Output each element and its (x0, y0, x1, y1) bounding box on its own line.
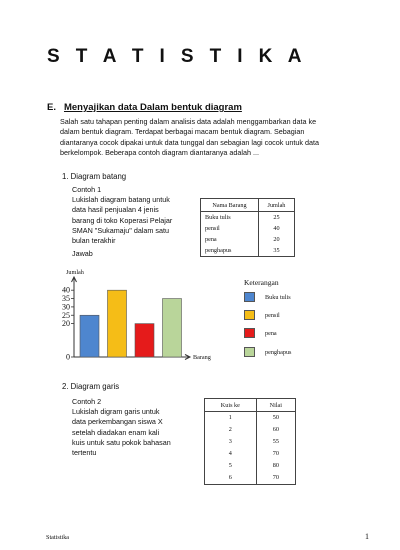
table-row (205, 460, 296, 472)
sales-table (200, 198, 295, 257)
legend-label: Buku tulis (265, 293, 291, 301)
legend-title: Keterangan (244, 278, 279, 287)
y-tick-label: 20 (62, 319, 70, 329)
legend-swatch (244, 292, 255, 302)
intro-line: diantaranya cocok dipakai untuk data tunggal dan sebagian lagi cocok untuk data (60, 137, 319, 147)
bar-pensil (108, 290, 127, 357)
example-line: data perkembangan siswa X (72, 417, 163, 427)
table-cell: 20 (273, 235, 280, 243)
legend-swatch (244, 310, 255, 320)
table-cell: 70 (272, 474, 279, 482)
example-title: Contoh 2 (72, 397, 102, 406)
legend-item (244, 292, 291, 302)
answer-label: Jawab (72, 249, 93, 259)
legend-item (244, 310, 280, 320)
example-line: setelah diadakan enam kali (72, 427, 160, 437)
table-cell: Buku tulis (201, 212, 259, 223)
section-letter: E. (47, 102, 56, 113)
quiz-table (204, 398, 296, 485)
chart-legend (244, 278, 344, 368)
y-axis-label: Jumlah (66, 269, 84, 276)
y-tick-label: 40 (62, 285, 70, 295)
item2-table-wrap (204, 398, 296, 485)
table-cell: penghapus (201, 245, 259, 257)
table-cell: 60 (272, 426, 279, 433)
example-line: Lukislah digram garis untuk (72, 407, 160, 417)
table-cell: pensil (201, 223, 259, 234)
table-cell: 2 (205, 424, 257, 436)
section-heading (47, 102, 242, 113)
legend-item (244, 328, 277, 338)
example-line: Lukislah diagram batang untuk (72, 195, 170, 205)
table-cell: 5 (205, 460, 257, 472)
example-line: tertentu (72, 448, 97, 458)
page-number: 1 (365, 532, 369, 541)
table-row (201, 245, 295, 257)
intro-paragraph (60, 117, 360, 159)
example-line: SMAN "Sukamaju" dalam satu (72, 225, 169, 235)
y-tick-label: 0 (66, 352, 70, 362)
legend-label: pena (265, 329, 277, 337)
table-row (205, 448, 296, 460)
table-row (205, 424, 296, 436)
y-tick-label: 35 (62, 294, 70, 304)
example-title: Contoh 1 (72, 185, 102, 194)
example-line: data hasil penjualan 4 jenis (72, 205, 159, 215)
example-line: barang di toko Koperasi Pelajar (72, 215, 173, 225)
table-header-row (205, 399, 296, 412)
bar-pena (135, 324, 154, 357)
legend-swatch (244, 328, 255, 338)
table-header-cell: Jumlah (267, 201, 286, 209)
bar-penghapus (163, 299, 182, 357)
table-header-row (201, 199, 295, 212)
legend-item (244, 347, 291, 357)
item1-example (72, 185, 202, 259)
table-cell: 35 (273, 246, 280, 254)
footer-label: Statistika (46, 534, 70, 541)
y-tick-label: 30 (62, 302, 70, 312)
legend-label: pensil (265, 311, 280, 319)
table-row (205, 472, 296, 485)
item1-table-wrap (200, 198, 295, 257)
table-cell: 3 (205, 436, 257, 448)
bar-chart (30, 265, 230, 370)
section-title: Menyajikan data Dalam bentuk diagram (63, 102, 242, 113)
example-line: kuis untuk satu pokok bahasan (72, 437, 171, 447)
table-row (201, 234, 295, 245)
table-header-cell: Kuis ke (205, 399, 257, 412)
table-cell: 80 (272, 462, 279, 469)
intro-line: dalam bentuk diagram. Terdapat berbagai macam bentuk diagram. Sebagian (60, 127, 305, 137)
bar-buku-tulis (80, 315, 99, 357)
table-row (205, 436, 296, 448)
table-cell: 50 (272, 414, 279, 422)
legend-swatch (244, 347, 255, 357)
table-cell: 4 (205, 448, 257, 460)
item2-example (72, 397, 202, 458)
table-row (201, 223, 295, 234)
table-row (201, 212, 295, 223)
legend-label: penghapus (265, 348, 292, 356)
table-row (205, 412, 296, 424)
table-cell: 55 (272, 438, 279, 445)
table-cell: 25 (273, 213, 280, 221)
table-cell: 40 (273, 224, 280, 232)
page-title: S T A T I S T I K A (47, 46, 307, 67)
table-cell: 1 (205, 412, 257, 424)
intro-line: berkelompok. Beberapa contoh diagram diantaranya adalah ... (60, 148, 259, 158)
table-header-cell: Nilai (269, 401, 283, 409)
table-header-cell: Nama Barang (201, 199, 259, 212)
intro-line: Salah satu tahapan penting dalam analisis data adalah menggambarkan data ke (60, 117, 317, 126)
example-line: bulan terakhir (72, 236, 116, 246)
x-axis-label: Barang (193, 354, 211, 361)
table-cell: pena (201, 234, 259, 245)
table-cell: 6 (205, 472, 257, 485)
item1-heading: 1. Diagram batang (62, 172, 127, 181)
table-cell: 70 (272, 450, 279, 457)
item2-heading: 2. Diagram garis (62, 382, 120, 391)
y-tick-label: 25 (62, 310, 70, 320)
